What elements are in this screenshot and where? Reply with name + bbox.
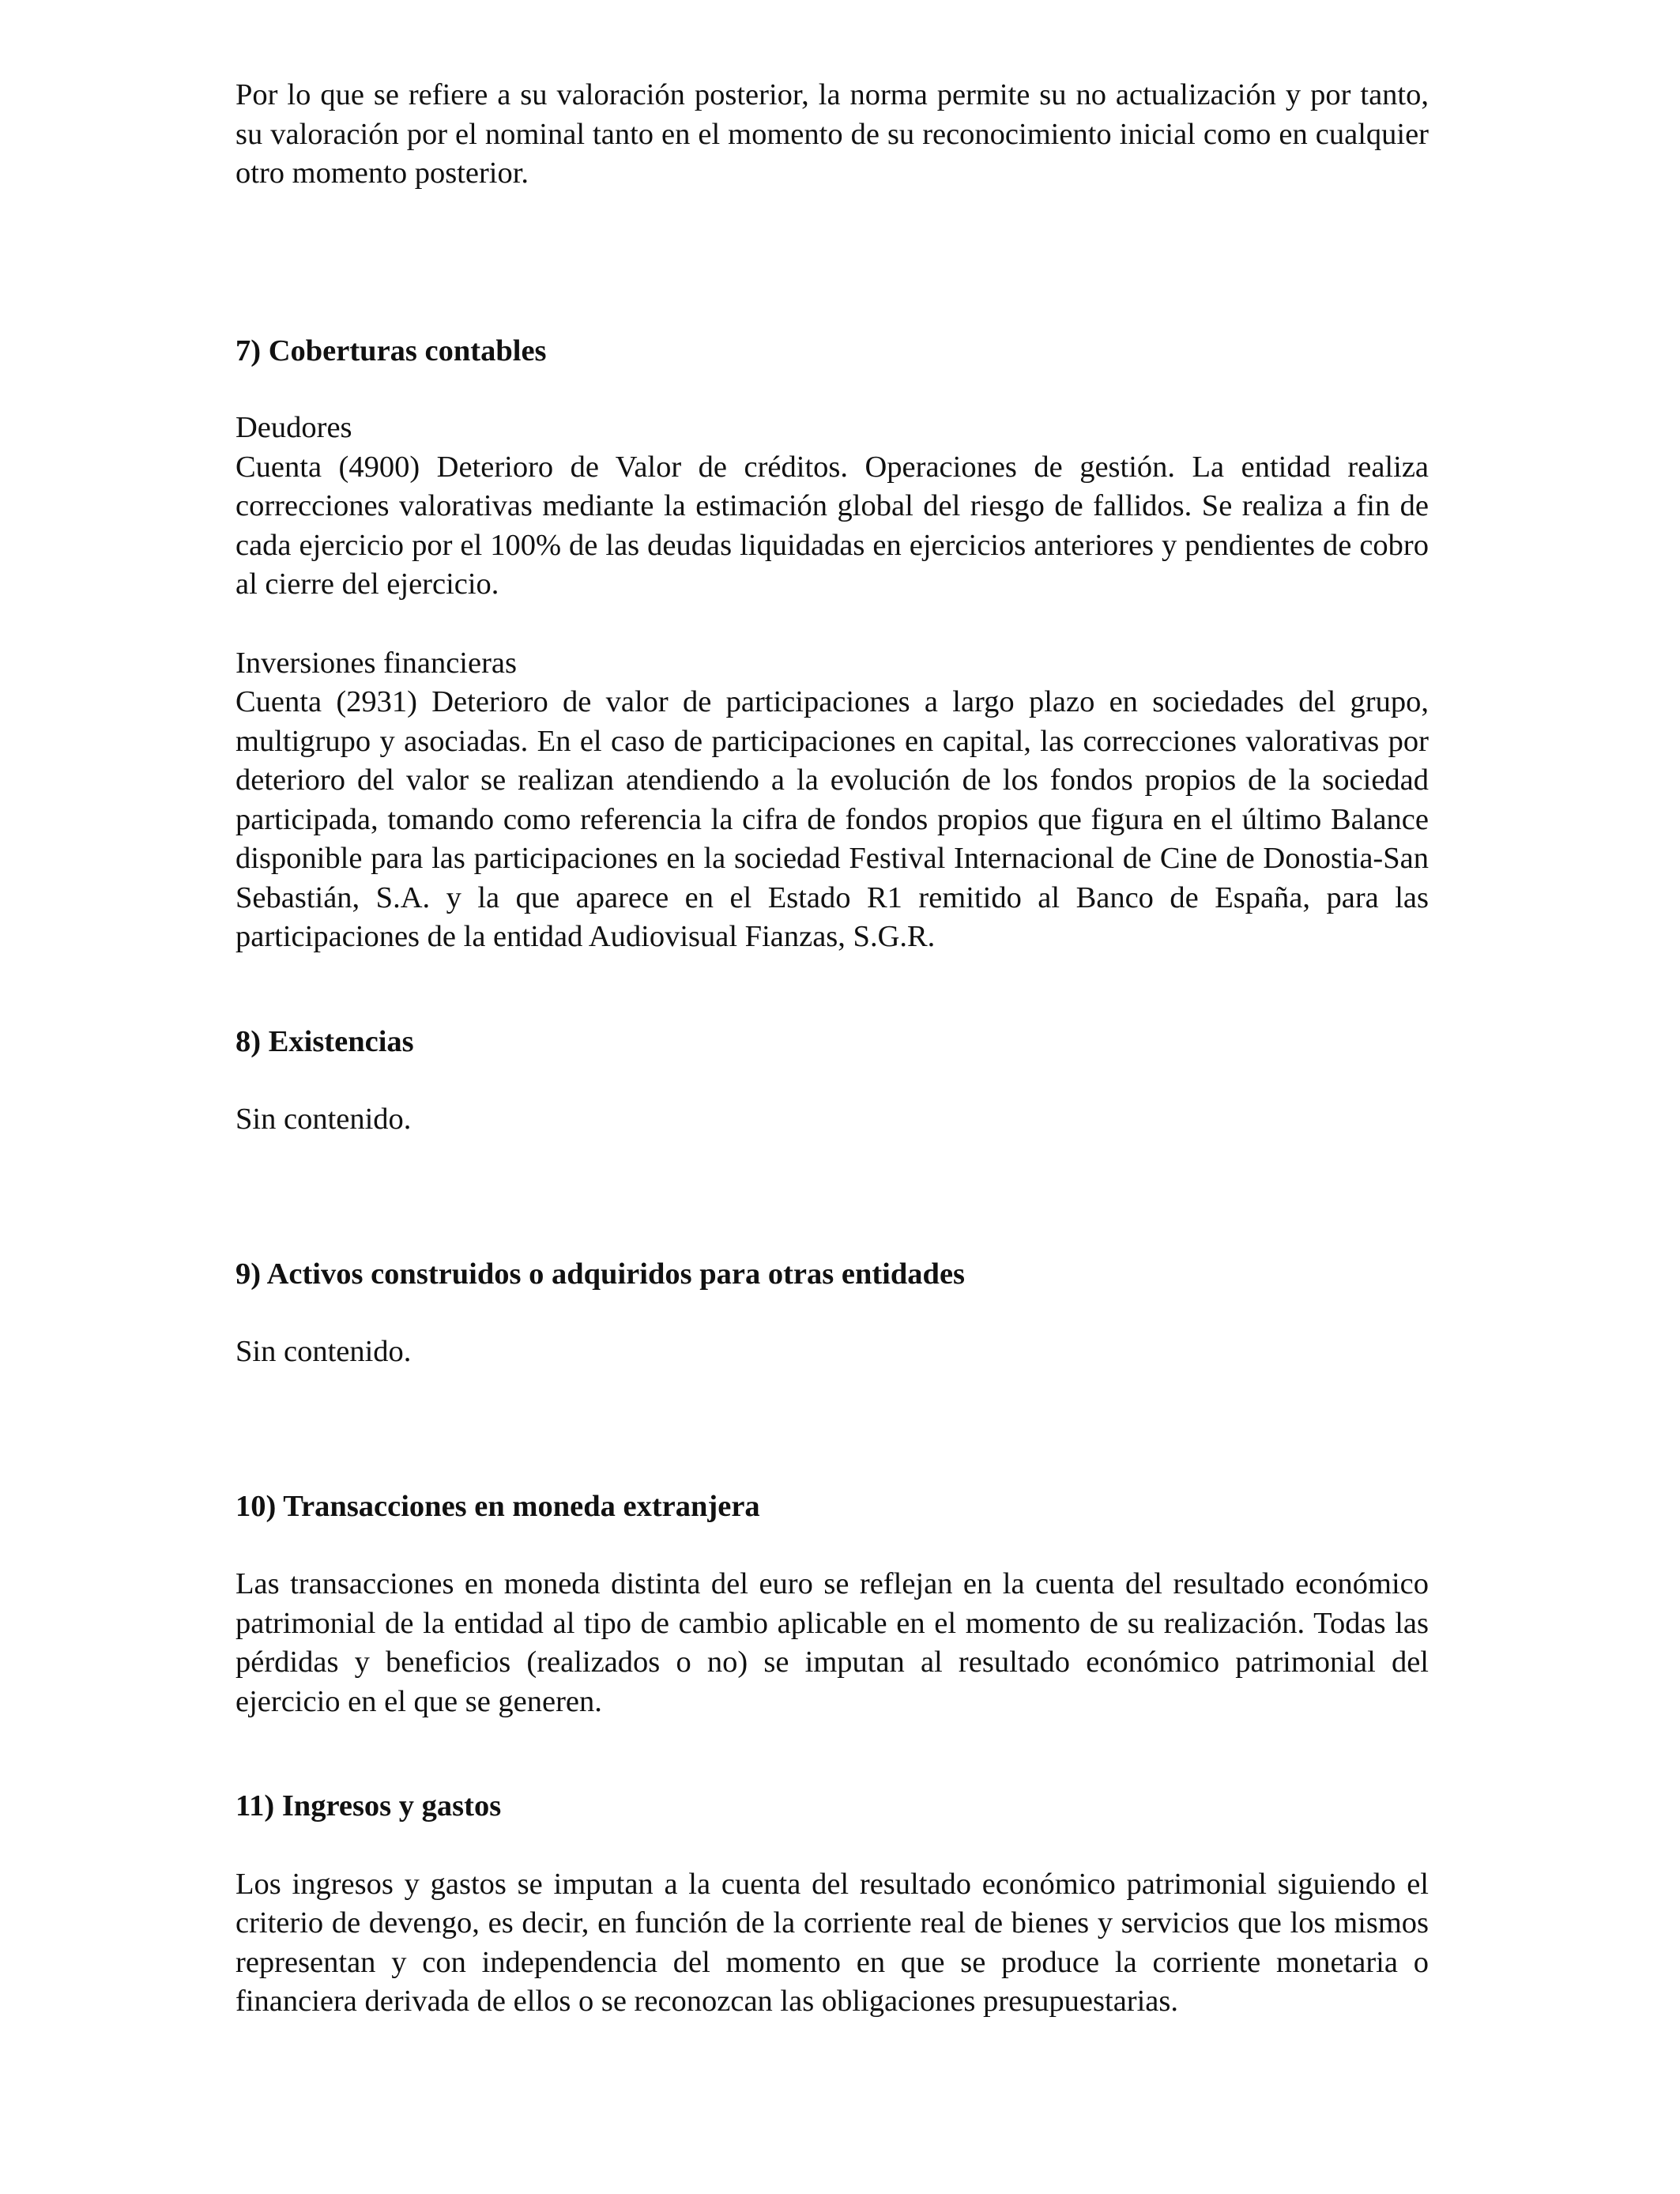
section-7-heading: 7) Coberturas contables (235, 334, 547, 368)
section-11-heading: 11) Ingresos y gastos (235, 1789, 502, 1823)
inversiones-paragraph: Cuenta (2931) Deterioro de valor de participaciones a largo plazo en sociedades del grupo, multigrupo y asociadas. En el caso de participaciones en capital, las correcciones valorativas por deterioro del valor se realizan atendiendo a la evolución de los fondos propios de la sociedad participada, tomando como referencia la cifra de fondos propios que figura en el último Balance disponible para las participaciones en la sociedad Festival Internacional de Cine de Donostia-San Sebastián, S.A. y la que aparece en el Estado R1 remitido al Banco de España, para las participaciones de la entidad Audiovisual Fianzas, S.G.R. (235, 685, 1429, 953)
section-9-text: Sin contenido. (235, 1335, 412, 1368)
section-8-heading: 8) Existencias (235, 1024, 414, 1058)
document-page (235, 76, 1429, 2022)
section-10-paragraph: Las transacciones en moneda distinta del euro se reflejan en la cuenta del resultado económico patrimonial de la entidad al tipo de cambio aplicable en el momento de su realización. Todas las pérdidas y beneficios (realizados o no) se imputan al resultado económico patrimonial del ejercicio en el que se generen. (235, 1567, 1429, 1718)
inversiones-label: Inversiones financieras (235, 646, 517, 680)
deudores-label: Deudores (235, 411, 352, 444)
section-10-heading: 10) Transacciones en moneda extranjera (235, 1489, 760, 1523)
section-8-text: Sin contenido. (235, 1103, 412, 1136)
section-11-paragraph: Los ingresos y gastos se imputan a la cuenta del resultado económico patrimonial siguiendo el criterio de devengo, es decir, en función de la corriente real de bienes y servicios que los mismos representan y con independencia del momento en que se produce la corriente monetaria o financiera derivada de ellos o se reconozcan las obligaciones presupuestarias. (235, 1867, 1429, 2018)
deudores-paragraph: Cuenta (4900) Deterioro de Valor de créditos. Operaciones de gestión. La entidad realiza correcciones valorativas mediante la estimación global del riesgo de fallidos. Se realiza a fin de cada ejercicio por el 100% de las deudas liquidadas en ejercicios anteriores y pendientes de cobro al cierre del ejercicio. (235, 450, 1429, 601)
section-9-heading: 9) Activos construidos o adquiridos para otras entidades (235, 1257, 966, 1291)
intro-paragraph: Por lo que se refiere a su valoración posterior, la norma permite su no actualización y por tanto, su valoración por el nominal tanto en el momento de su reconocimiento inicial como en cualquier otro momento posterior. (235, 78, 1429, 190)
